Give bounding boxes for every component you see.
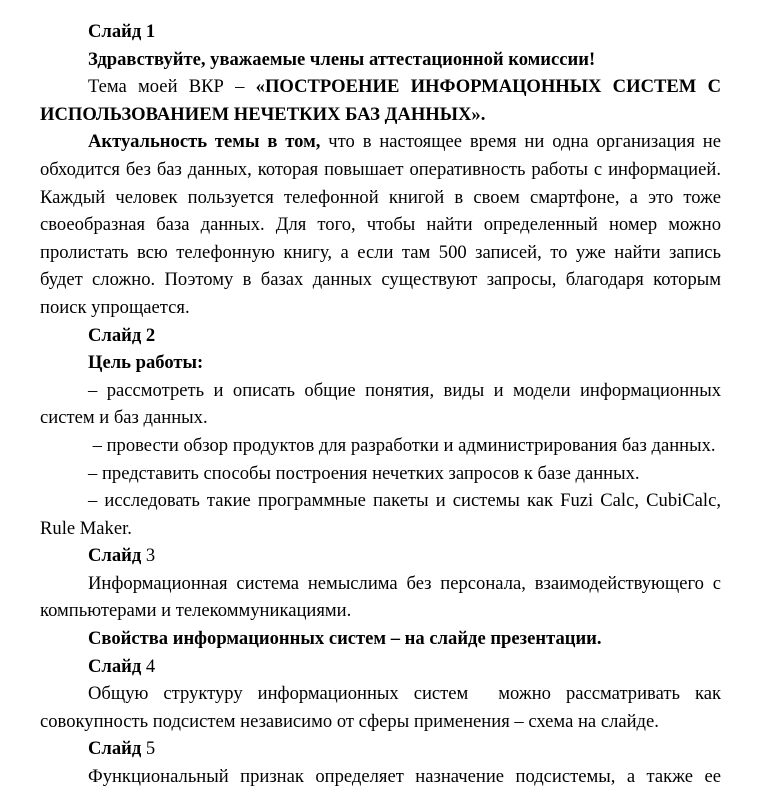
goal-item: – представить способы построения нечетких запросов к базе данных.	[88, 462, 640, 484]
relevance-lead: Актуальность темы в том,	[88, 131, 321, 153]
relevance-text: что в настоящее время ни одна организация не обходится без баз данных, которая повышает оперативность работы с информацией. Каждый человек пользуется телефонной книгой в своем смартфоне, а это тоже своеобразная база данных. Для того, чтобы найти определенный номер можно пролистать всю телефонную книгу, а если там 500 записей, то уже найти запись будет сложно. Поэтому в базах данных существуют запросы, благодаря которым поиск упрощается.	[40, 131, 721, 318]
slide-3-heading	[40, 542, 721, 570]
slide-4-text: Общую структуру информационных систем можно рассматривать как совокупность подсистем независимо от сферы применения – схема на слайде.	[40, 683, 726, 732]
topic-paragraph	[40, 73, 721, 128]
slide-heading-number: 3	[141, 545, 156, 567]
slide-2-heading	[40, 322, 721, 350]
slide-1-heading	[40, 18, 721, 46]
topic-title: «ПОСТРОЕНИЕ ИНФОРМАЦОННЫХ СИСТЕМ С ИСПОЛЬЗОВАНИЕМ НЕЧЕТКИХ БАЗ ДАННЫХ».	[40, 76, 721, 125]
topic-prefix: Тема моей ВКР –	[88, 76, 256, 98]
slide-heading-word: Слайд	[88, 655, 142, 677]
slide-heading-word: Слайд	[88, 738, 142, 760]
goal-item: – провести обзор продуктов для разработки и администрирования баз данных.	[88, 434, 716, 456]
properties-note: Свойства информационных систем – на слайде презентации.	[88, 628, 602, 650]
greeting: Здравствуйте, уважаемые члены аттестационной комиссии!	[88, 48, 596, 70]
slide-heading-number: 2	[141, 324, 156, 346]
slide-heading-word: Слайд	[88, 324, 142, 346]
document-page	[40, 18, 726, 791]
slide-5-heading	[40, 735, 721, 763]
goal-item: – исследовать такие программные пакеты и системы как Fuzi Calc, CubiCalc, Rule Maker.	[40, 490, 721, 539]
slide-heading-number: 1	[141, 21, 156, 42]
slide-heading-word: Слайд	[88, 21, 142, 42]
goal-item: – рассмотреть и описать общие понятия, виды и модели информационных систем и баз данных.	[40, 379, 721, 429]
goal-heading: Цель работы:	[88, 352, 204, 374]
slide-heading-number: 5	[141, 738, 156, 760]
slide-3-text: Информационная система немыслима без персонала, взаимодействующего с компьютерами и телекоммуникациями.	[40, 572, 721, 622]
slide-5-text: Функциональный признак определяет назначение подсистемы, а также ее	[88, 766, 721, 788]
slide-heading-word: Слайд	[88, 545, 142, 567]
slide-heading-number: 4	[141, 655, 156, 677]
relevance-paragraph	[40, 128, 721, 321]
slide-4-heading	[40, 653, 721, 681]
